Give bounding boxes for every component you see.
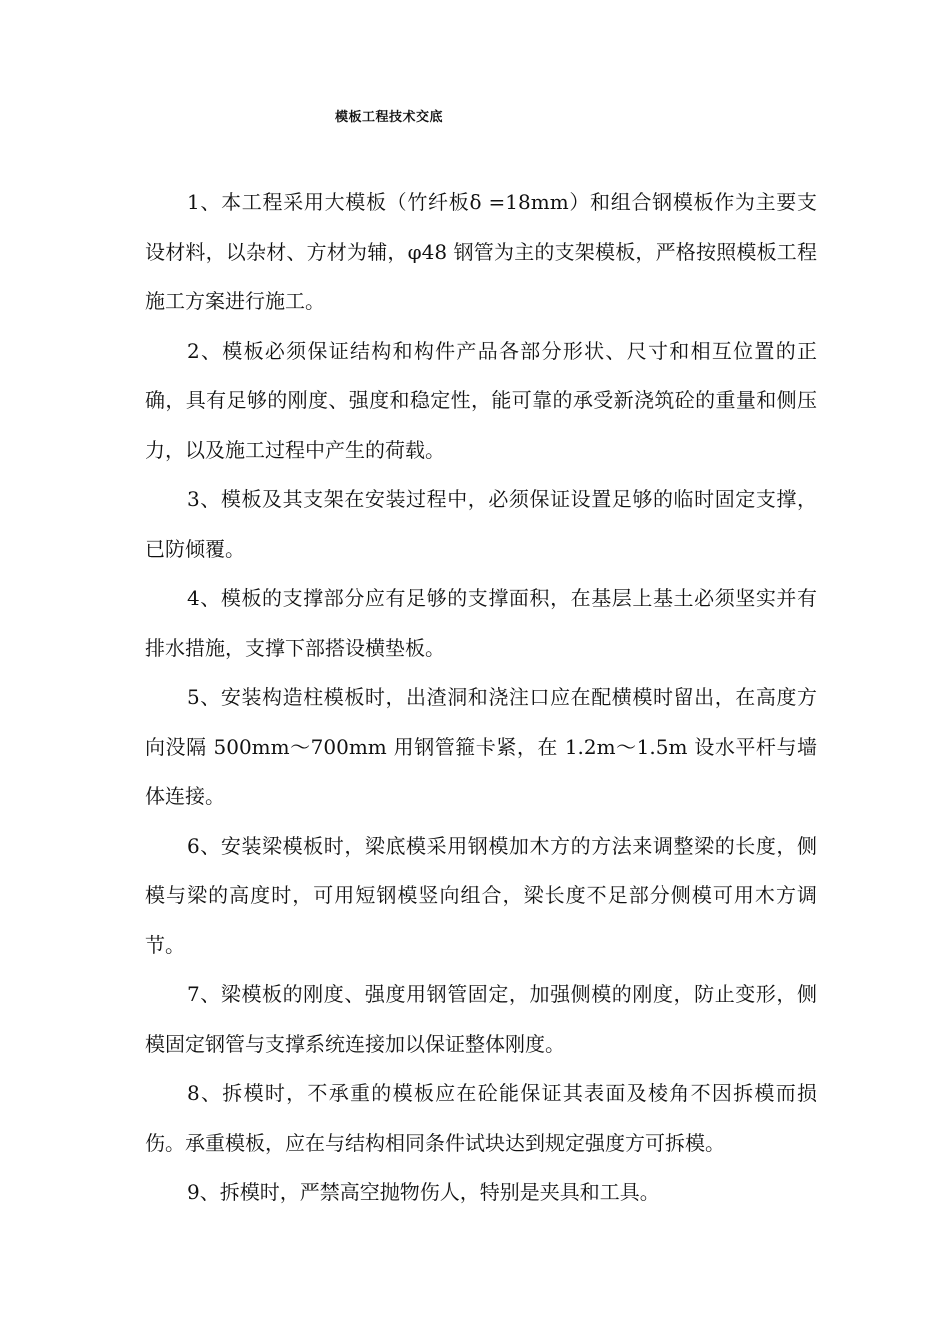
paragraph-7: 7、梁模板的刚度、强度用钢管固定，加强侧模的刚度，防止变形，侧模固定钢管与支撑系统连接加以保证整体刚度。 (145, 982, 817, 1056)
document-title: 模板工程技术交底 (335, 110, 444, 125)
paragraph-2: 2、模板必须保证结构和构件产品各部分形状、尺寸和相互位置的正确，具有足够的刚度、强度和稳定性，能可靠的承受新浇筑砼的重量和侧压力，以及施工过程中产生的荷载。 (145, 338, 817, 462)
paragraph-4: 4、模板的支撑部分应有足够的支撑面积，在基层上基土必须坚实并有排水措施，支撑下部搭设横垫板。 (145, 586, 817, 660)
paragraph-5: 5、安装构造柱模板时，出渣洞和浇注口应在配横模时留出，在高度方向没隔 500mm～700mm 用钢管箍卡紧，在 1.2m～1.5m 设水平杆与墙体连接。 (145, 685, 817, 808)
paragraph-6: 6、安装梁模板时，梁底模采用钢模加木方的方法来调整梁的长度，侧模与梁的高度时，可用短钢模竖向组合，梁长度不足部分侧模可用木方调节。 (145, 833, 817, 957)
paragraph-9: 9、拆模时，严禁高空抛物伤人，特别是夹具和工具。 (187, 1180, 660, 1204)
paragraph-8: 8、拆模时，不承重的模板应在砼能保证其表面及棱角不因拆模而损伤。承重模板，应在与结构相同条件试块达到规定强度方可拆模。 (145, 1081, 817, 1155)
paragraph-1: 1、本工程采用大模板（竹纤板δ =18mm）和组合钢模板作为主要支设材料，以杂材、方材为辅，φ48 钢管为主的支架模板，严格按照模板工程施工方案进行施工。 (145, 190, 817, 313)
paragraph-3: 3、模板及其支架在安装过程中，必须保证设置足够的临时固定支撑，已防倾覆。 (145, 487, 817, 561)
document-body (145, 178, 817, 1218)
